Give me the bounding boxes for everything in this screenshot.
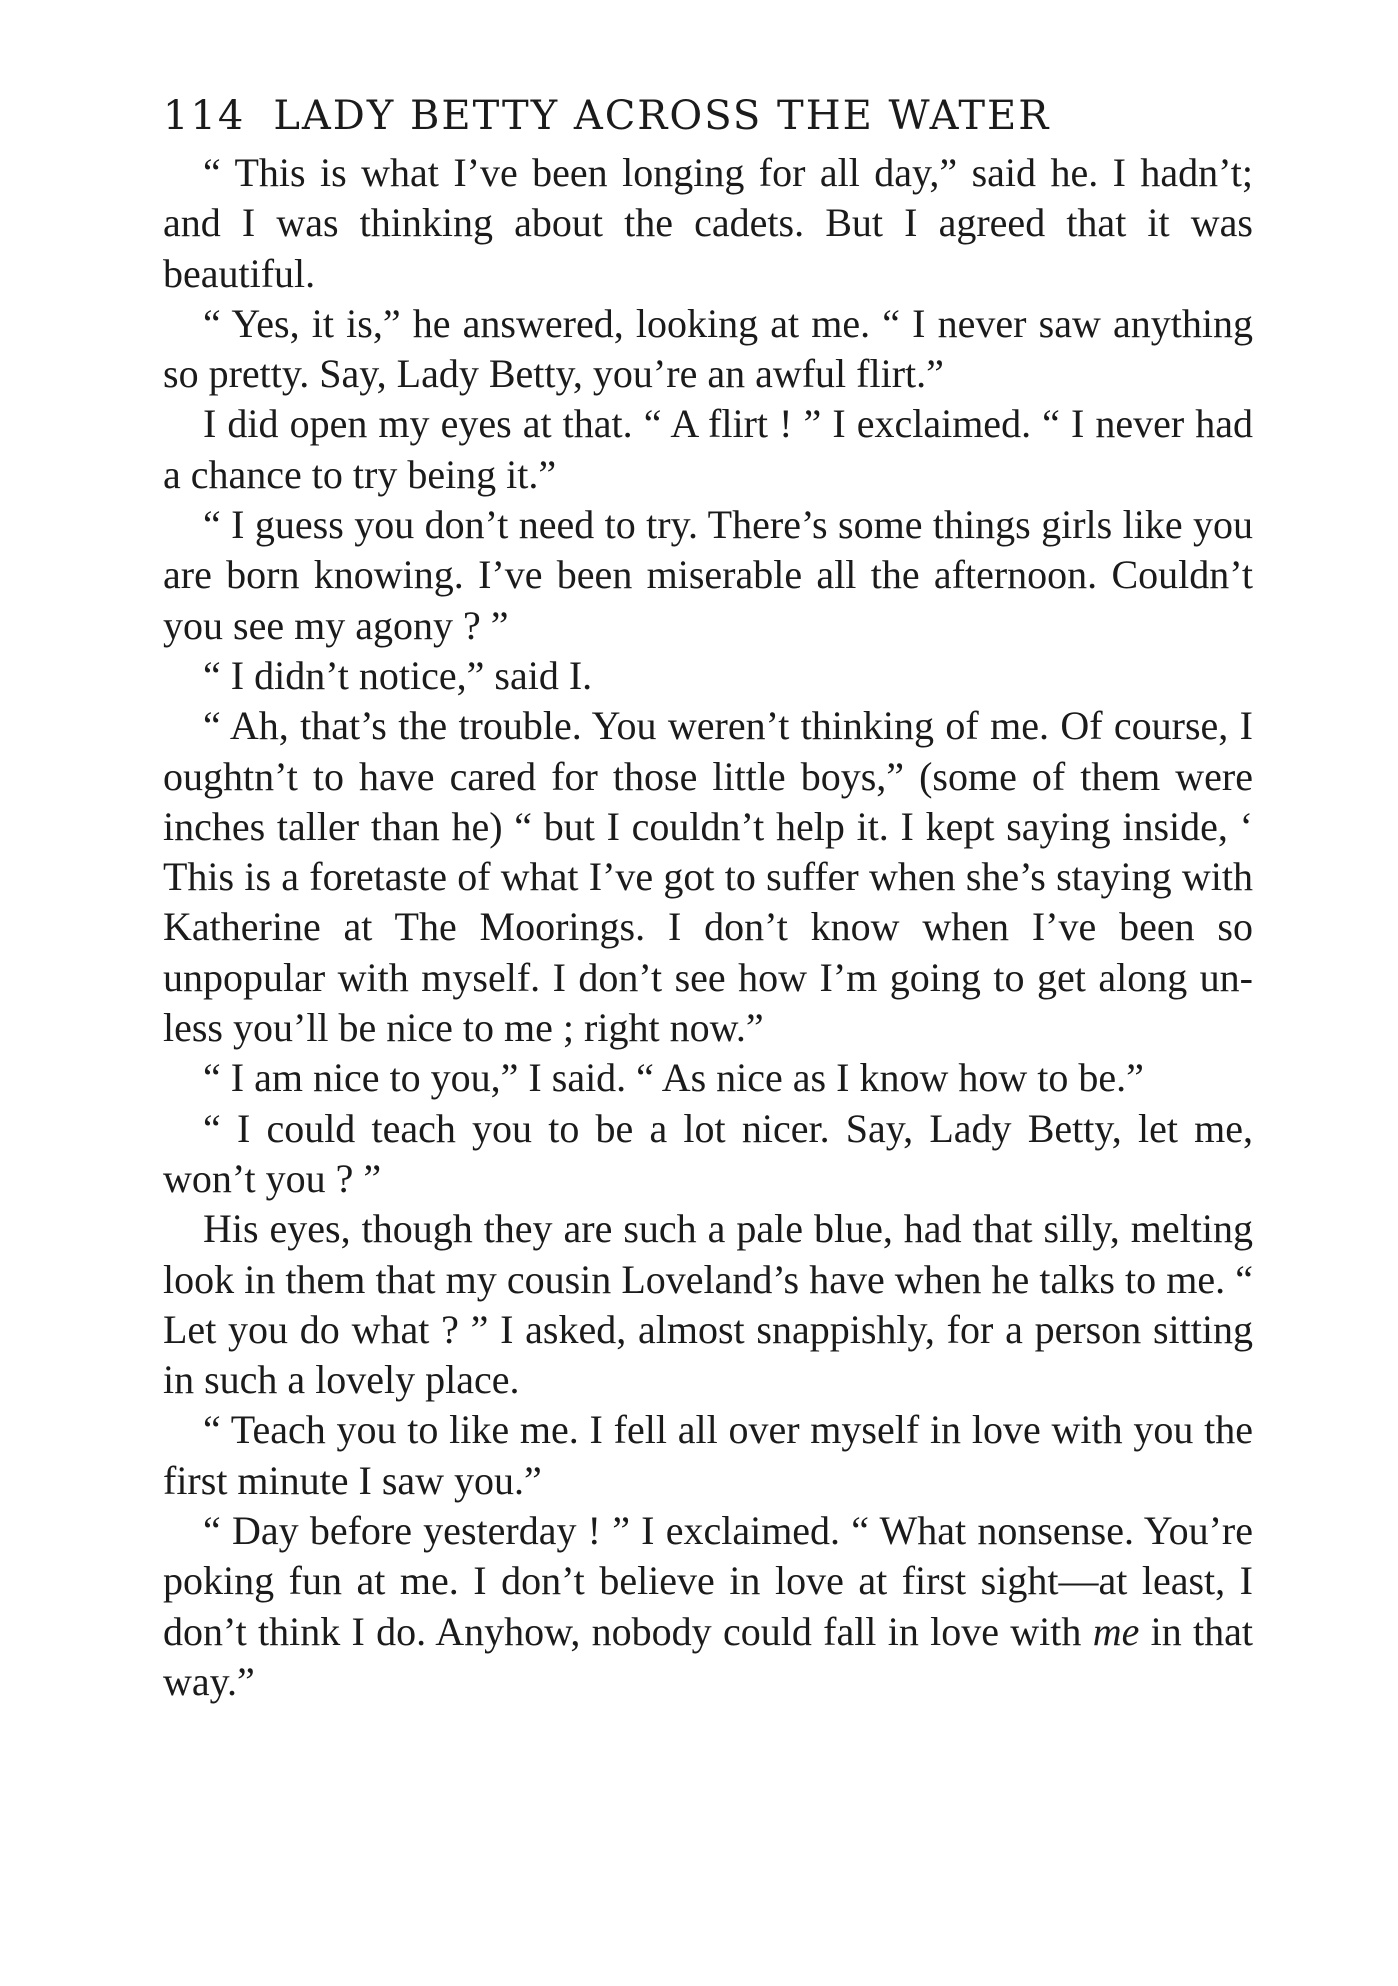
paragraph: “ Teach you to like me. I fell all over myself in love with you the first minute I saw you.” — [163, 1407, 1253, 1503]
paragraph: “ This is what I’ve been longing for all day,” said he. I hadn’t; and I was thinking about the cadets. But I agreed that it was beautiful. — [163, 150, 1253, 296]
paragraph-text: in that way.” — [163, 1608, 1254, 1704]
paragraph-text: “ Day before yesterday ! ” I exclaimed. “ What nonsense. You’re poking fun at me. I don’t believe in love at first sight—at least, I don’t think I do. Anyhow, nobody could fall in love with — [163, 1508, 1253, 1654]
emphasized-word: me — [1092, 1608, 1140, 1654]
paragraph: “ I didn’t notice,” said I. — [203, 652, 593, 698]
paragraph: “ I could teach you to be a lot nicer. Say, Lady Betty, let me, won’t you ? ” — [163, 1105, 1253, 1201]
paragraph: “ Yes, it is,” he answered, looking at me. “ I never saw anything so pretty. Say, Lady Betty, you’re an awful flirt.” — [163, 300, 1253, 397]
paragraph: “ Ah, that’s the trouble. You weren’t thinking of me. Of course, I oughtn’t to have cared for those little boys,” (some of them were inches taller than he) “ but I couldn’t help it. I kept saying inside, ‘ This is a foretaste of what I’ve got to suffer when she’s staying with Katherine at The Moorings. I don’t know when I’ve been so unpopular with myself. I don’t see how I’m going to get along unless you’ll be nice to me ; right now.” — [163, 703, 1253, 1051]
page-number: 114 — [163, 93, 246, 139]
running-title: LADY BETTY ACROSS THE WATER — [273, 93, 1051, 139]
paragraph: “ I am nice to you,” I said. “ As nice as I know how to be.” — [203, 1055, 1144, 1101]
paragraph — [163, 1506, 1253, 1707]
paragraph: His eyes, though they are such a pale blue, had that silly, melting look in them that my cousin Loveland’s have when he talks to me. “ Let you do what ? ” I asked, almost snappishly, for a person sitting in such a lovely place. — [163, 1206, 1253, 1403]
book-page — [163, 90, 1253, 1707]
body-text — [163, 148, 1253, 1707]
running-head — [163, 90, 1253, 142]
paragraph: “ I guess you don’t need to try. There’s some things girls like you are born knowing. I’ve been miserable all the afternoon. Couldn’t you see my agony ? ” — [163, 502, 1253, 648]
paragraph: I did open my eyes at that. “ A flirt ! ” I exclaimed. “ I never had a chance to try being it.” — [163, 401, 1253, 497]
